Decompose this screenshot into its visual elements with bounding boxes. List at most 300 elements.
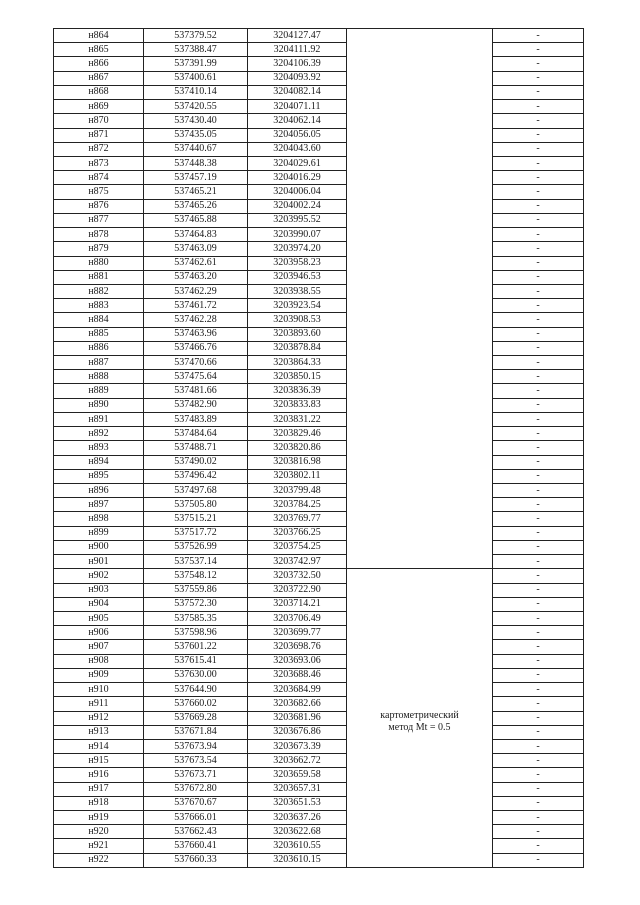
- table-row: [54, 654, 584, 668]
- coordinate-x: 537497.68: [144, 484, 248, 498]
- coordinate-y: 3204016.29: [248, 171, 347, 185]
- accuracy-dash: -: [493, 85, 584, 99]
- point-name: н897: [54, 498, 144, 512]
- point-name: н910: [54, 683, 144, 697]
- coordinate-y: 3204082.14: [248, 85, 347, 99]
- coordinate-x: 537673.54: [144, 754, 248, 768]
- coordinate-x: 537598.96: [144, 626, 248, 640]
- point-name: н884: [54, 313, 144, 327]
- point-name: н879: [54, 242, 144, 256]
- accuracy-dash: -: [493, 242, 584, 256]
- accuracy-dash: -: [493, 611, 584, 625]
- table-row: [54, 754, 584, 768]
- coordinate-y: 3203699.77: [248, 626, 347, 640]
- coordinate-x: 537601.22: [144, 640, 248, 654]
- point-name: н877: [54, 213, 144, 227]
- coordinate-x: 537662.43: [144, 825, 248, 839]
- coordinate-y: 3204006.04: [248, 185, 347, 199]
- coordinate-y: 3203850.15: [248, 370, 347, 384]
- coordinate-x: 537660.33: [144, 853, 248, 867]
- coordinate-y: 3204002.24: [248, 199, 347, 213]
- table-row: [54, 853, 584, 867]
- point-name: н913: [54, 725, 144, 739]
- coordinate-y: 3203742.97: [248, 555, 347, 569]
- table-row: [54, 469, 584, 483]
- accuracy-dash: -: [493, 697, 584, 711]
- coordinate-x: 537470.66: [144, 356, 248, 370]
- table-row: [54, 156, 584, 170]
- point-name: н895: [54, 469, 144, 483]
- accuracy-dash: -: [493, 256, 584, 270]
- coordinate-y: 3203714.21: [248, 597, 347, 611]
- table-row: [54, 171, 584, 185]
- accuracy-dash: -: [493, 199, 584, 213]
- coordinate-y: 3204062.14: [248, 114, 347, 128]
- point-name: н903: [54, 583, 144, 597]
- coordinate-x: 537673.94: [144, 739, 248, 753]
- coordinates-table: [53, 28, 584, 868]
- coordinate-y: 3204071.11: [248, 100, 347, 114]
- point-name: н898: [54, 512, 144, 526]
- accuracy-dash: -: [493, 683, 584, 697]
- coordinate-x: 537672.80: [144, 782, 248, 796]
- accuracy-dash: -: [493, 583, 584, 597]
- point-name: н882: [54, 284, 144, 298]
- coordinate-x: 537466.76: [144, 341, 248, 355]
- table-row: [54, 29, 584, 43]
- coordinate-y: 3203706.49: [248, 611, 347, 625]
- accuracy-dash: -: [493, 114, 584, 128]
- point-name: н906: [54, 626, 144, 640]
- coordinate-y: 3203820.86: [248, 441, 347, 455]
- accuracy-dash: -: [493, 640, 584, 654]
- table-row: [54, 356, 584, 370]
- coordinate-y: 3203766.25: [248, 526, 347, 540]
- coordinate-y: 3203610.15: [248, 853, 347, 867]
- coordinate-x: 537670.67: [144, 796, 248, 810]
- accuracy-dash: -: [493, 654, 584, 668]
- coordinate-y: 3203893.60: [248, 327, 347, 341]
- point-name: н892: [54, 427, 144, 441]
- coordinate-y: 3203688.46: [248, 668, 347, 682]
- coordinate-y: 3203682.66: [248, 697, 347, 711]
- accuracy-dash: -: [493, 384, 584, 398]
- accuracy-dash: -: [493, 43, 584, 57]
- table-row: [54, 683, 584, 697]
- method-line-1: картометрический: [380, 710, 459, 722]
- point-name: н880: [54, 256, 144, 270]
- point-name: н916: [54, 768, 144, 782]
- accuracy-dash: -: [493, 412, 584, 426]
- coordinate-y: 3203995.52: [248, 213, 347, 227]
- point-name: н905: [54, 611, 144, 625]
- table-row: [54, 427, 584, 441]
- accuracy-dash: -: [493, 128, 584, 142]
- table-row: [54, 626, 584, 640]
- table-row: [54, 484, 584, 498]
- point-name: н872: [54, 142, 144, 156]
- accuracy-dash: -: [493, 768, 584, 782]
- accuracy-dash: -: [493, 498, 584, 512]
- point-name: н888: [54, 370, 144, 384]
- coordinate-x: 537644.90: [144, 683, 248, 697]
- coordinate-y: 3204093.92: [248, 71, 347, 85]
- table-row: [54, 711, 584, 725]
- coordinate-x: 537463.09: [144, 242, 248, 256]
- table-row: [54, 142, 584, 156]
- coordinate-x: 537615.41: [144, 654, 248, 668]
- accuracy-dash: -: [493, 327, 584, 341]
- accuracy-dash: -: [493, 370, 584, 384]
- point-name: н871: [54, 128, 144, 142]
- coordinate-x: 537505.80: [144, 498, 248, 512]
- coordinate-y: 3203681.96: [248, 711, 347, 725]
- accuracy-dash: -: [493, 555, 584, 569]
- point-name: н920: [54, 825, 144, 839]
- coordinate-x: 537526.99: [144, 540, 248, 554]
- coordinate-y: 3203659.58: [248, 768, 347, 782]
- coordinate-y: 3203662.72: [248, 754, 347, 768]
- coordinate-y: 3203816.98: [248, 455, 347, 469]
- table-row: [54, 526, 584, 540]
- table-row: [54, 71, 584, 85]
- table-row: [54, 57, 584, 71]
- method-cell: [347, 569, 493, 868]
- coordinate-x: 537660.41: [144, 839, 248, 853]
- coordinate-y: 3203673.39: [248, 739, 347, 753]
- table-row: [54, 441, 584, 455]
- point-name: н915: [54, 754, 144, 768]
- table-row: [54, 128, 584, 142]
- coordinate-x: 537430.40: [144, 114, 248, 128]
- accuracy-dash: -: [493, 569, 584, 583]
- table-row: [54, 85, 584, 99]
- point-name: н873: [54, 156, 144, 170]
- accuracy-dash: -: [493, 57, 584, 71]
- coordinate-y: 3203769.77: [248, 512, 347, 526]
- point-name: н886: [54, 341, 144, 355]
- coordinate-x: 537481.66: [144, 384, 248, 398]
- accuracy-dash: -: [493, 284, 584, 298]
- coordinate-x: 537435.05: [144, 128, 248, 142]
- coordinate-y: 3203637.26: [248, 811, 347, 825]
- coordinate-x: 537660.02: [144, 697, 248, 711]
- table-row: [54, 412, 584, 426]
- accuracy-dash: -: [493, 270, 584, 284]
- table-row: [54, 739, 584, 753]
- coordinate-x: 537440.67: [144, 142, 248, 156]
- coordinate-x: 537673.71: [144, 768, 248, 782]
- table-row: [54, 583, 584, 597]
- accuracy-dash: -: [493, 853, 584, 867]
- accuracy-dash: -: [493, 711, 584, 725]
- accuracy-dash: -: [493, 71, 584, 85]
- table-row: [54, 100, 584, 114]
- point-name: н870: [54, 114, 144, 128]
- table-row: [54, 825, 584, 839]
- point-name: н896: [54, 484, 144, 498]
- coordinate-x: 537465.26: [144, 199, 248, 213]
- coordinate-y: 3203878.84: [248, 341, 347, 355]
- coordinate-y: 3203958.23: [248, 256, 347, 270]
- table-row: [54, 668, 584, 682]
- coordinate-x: 537517.72: [144, 526, 248, 540]
- table-row: [54, 640, 584, 654]
- coordinate-y: 3203990.07: [248, 228, 347, 242]
- accuracy-dash: -: [493, 313, 584, 327]
- table-row: [54, 398, 584, 412]
- point-name: н874: [54, 171, 144, 185]
- point-name: н894: [54, 455, 144, 469]
- point-name: н878: [54, 228, 144, 242]
- point-name: н890: [54, 398, 144, 412]
- point-name: н891: [54, 412, 144, 426]
- point-name: н902: [54, 569, 144, 583]
- table-row: [54, 811, 584, 825]
- table-row: [54, 455, 584, 469]
- coordinate-y: 3203698.76: [248, 640, 347, 654]
- point-name: н893: [54, 441, 144, 455]
- point-name: н912: [54, 711, 144, 725]
- coordinate-x: 537483.89: [144, 412, 248, 426]
- table-row: [54, 370, 584, 384]
- coordinate-x: 537515.21: [144, 512, 248, 526]
- accuracy-dash: -: [493, 171, 584, 185]
- coordinate-y: 3204029.61: [248, 156, 347, 170]
- point-name: н917: [54, 782, 144, 796]
- point-name: н919: [54, 811, 144, 825]
- table-row: [54, 512, 584, 526]
- coordinate-x: 537548.12: [144, 569, 248, 583]
- coordinate-x: 537630.00: [144, 668, 248, 682]
- accuracy-dash: -: [493, 626, 584, 640]
- accuracy-dash: -: [493, 526, 584, 540]
- table-row: [54, 697, 584, 711]
- accuracy-dash: -: [493, 228, 584, 242]
- point-name: н921: [54, 839, 144, 853]
- table-row: [54, 213, 584, 227]
- table-row: [54, 228, 584, 242]
- point-name: н900: [54, 540, 144, 554]
- method-cell-empty: [347, 29, 493, 569]
- coordinate-y: 3203784.25: [248, 498, 347, 512]
- point-name: н914: [54, 739, 144, 753]
- coordinate-x: 537490.02: [144, 455, 248, 469]
- coordinate-y: 3203693.06: [248, 654, 347, 668]
- point-name: н868: [54, 85, 144, 99]
- coordinate-y: 3203622.68: [248, 825, 347, 839]
- coordinate-x: 537585.35: [144, 611, 248, 625]
- table-row: [54, 114, 584, 128]
- point-name: н911: [54, 697, 144, 711]
- table-row: [54, 341, 584, 355]
- point-name: н889: [54, 384, 144, 398]
- coordinate-x: 537572.30: [144, 597, 248, 611]
- table-row: [54, 768, 584, 782]
- point-name: н881: [54, 270, 144, 284]
- coordinate-y: 3203864.33: [248, 356, 347, 370]
- coordinate-y: 3204056.05: [248, 128, 347, 142]
- point-name: н867: [54, 71, 144, 85]
- coordinate-y: 3203799.48: [248, 484, 347, 498]
- coordinate-y: 3204043.60: [248, 142, 347, 156]
- point-name: н907: [54, 640, 144, 654]
- accuracy-dash: -: [493, 754, 584, 768]
- table-row: [54, 256, 584, 270]
- table-row: [54, 185, 584, 199]
- table-row: [54, 611, 584, 625]
- coordinate-y: 3203610.55: [248, 839, 347, 853]
- table-row: [54, 313, 584, 327]
- coordinate-x: 537671.84: [144, 725, 248, 739]
- coordinate-x: 537669.28: [144, 711, 248, 725]
- coordinate-y: 3203923.54: [248, 299, 347, 313]
- accuracy-dash: -: [493, 512, 584, 526]
- table-row: [54, 199, 584, 213]
- coordinate-y: 3203908.53: [248, 313, 347, 327]
- coordinate-x: 537482.90: [144, 398, 248, 412]
- accuracy-dash: -: [493, 484, 584, 498]
- coordinate-y: 3203938.55: [248, 284, 347, 298]
- coordinate-x: 537410.14: [144, 85, 248, 99]
- accuracy-dash: -: [493, 668, 584, 682]
- point-name: н883: [54, 299, 144, 313]
- coordinate-x: 537465.21: [144, 185, 248, 199]
- coordinate-x: 537448.38: [144, 156, 248, 170]
- coordinate-x: 537464.83: [144, 228, 248, 242]
- coordinate-x: 537462.61: [144, 256, 248, 270]
- point-name: н875: [54, 185, 144, 199]
- coordinate-x: 537463.96: [144, 327, 248, 341]
- accuracy-dash: -: [493, 455, 584, 469]
- point-name: н876: [54, 199, 144, 213]
- coordinate-x: 537462.29: [144, 284, 248, 298]
- accuracy-dash: -: [493, 811, 584, 825]
- accuracy-dash: -: [493, 739, 584, 753]
- table-row: [54, 597, 584, 611]
- coordinate-y: 3203732.50: [248, 569, 347, 583]
- point-name: н866: [54, 57, 144, 71]
- coordinate-y: 3203657.31: [248, 782, 347, 796]
- table-row: [54, 327, 584, 341]
- point-name: н904: [54, 597, 144, 611]
- accuracy-dash: -: [493, 398, 584, 412]
- accuracy-dash: -: [493, 597, 584, 611]
- coordinate-x: 537475.64: [144, 370, 248, 384]
- coordinate-y: 3203802.11: [248, 469, 347, 483]
- accuracy-dash: -: [493, 839, 584, 853]
- coordinate-x: 537465.88: [144, 213, 248, 227]
- table-row: [54, 299, 584, 313]
- table-row: [54, 270, 584, 284]
- coordinate-y: 3203833.83: [248, 398, 347, 412]
- point-name: н864: [54, 29, 144, 43]
- table-row: [54, 540, 584, 554]
- coordinate-x: 537400.61: [144, 71, 248, 85]
- coordinate-y: 3203829.46: [248, 427, 347, 441]
- coordinate-x: 537484.64: [144, 427, 248, 441]
- table-row: [54, 725, 584, 739]
- coordinate-x: 537462.28: [144, 313, 248, 327]
- table-row: [54, 43, 584, 57]
- accuracy-dash: -: [493, 213, 584, 227]
- point-name: н908: [54, 654, 144, 668]
- accuracy-dash: -: [493, 100, 584, 114]
- coordinate-y: 3203836.39: [248, 384, 347, 398]
- accuracy-dash: -: [493, 825, 584, 839]
- coordinate-y: 3203684.99: [248, 683, 347, 697]
- point-name: н865: [54, 43, 144, 57]
- point-name: н885: [54, 327, 144, 341]
- coordinate-x: 537496.42: [144, 469, 248, 483]
- accuracy-dash: -: [493, 142, 584, 156]
- accuracy-dash: -: [493, 796, 584, 810]
- coordinate-y: 3203651.53: [248, 796, 347, 810]
- accuracy-dash: -: [493, 782, 584, 796]
- table-row: [54, 242, 584, 256]
- point-name: н869: [54, 100, 144, 114]
- coordinate-x: 537391.99: [144, 57, 248, 71]
- coordinate-y: 3203974.20: [248, 242, 347, 256]
- accuracy-dash: -: [493, 356, 584, 370]
- method-line-2: метод Mt = 0.5: [388, 722, 451, 734]
- coordinate-x: 537537.14: [144, 555, 248, 569]
- coordinates-table-body: [54, 29, 584, 868]
- coordinate-y: 3203754.25: [248, 540, 347, 554]
- coordinate-x: 537461.72: [144, 299, 248, 313]
- accuracy-dash: -: [493, 427, 584, 441]
- coordinate-y: 3204106.39: [248, 57, 347, 71]
- coordinates-sheet: [53, 28, 579, 873]
- point-name: н918: [54, 796, 144, 810]
- coordinate-x: 537379.52: [144, 29, 248, 43]
- coordinate-x: 537559.86: [144, 583, 248, 597]
- point-name: н922: [54, 853, 144, 867]
- coordinate-y: 3203722.90: [248, 583, 347, 597]
- method-text: [380, 710, 458, 734]
- coordinate-y: 3204127.47: [248, 29, 347, 43]
- accuracy-dash: -: [493, 725, 584, 739]
- coordinate-x: 537463.20: [144, 270, 248, 284]
- accuracy-dash: -: [493, 185, 584, 199]
- coordinate-y: 3203676.86: [248, 725, 347, 739]
- coordinate-x: 537488.71: [144, 441, 248, 455]
- point-name: н909: [54, 668, 144, 682]
- coordinate-x: 537420.55: [144, 100, 248, 114]
- table-row: [54, 284, 584, 298]
- table-row: [54, 555, 584, 569]
- table-row: [54, 782, 584, 796]
- accuracy-dash: -: [493, 469, 584, 483]
- accuracy-dash: -: [493, 156, 584, 170]
- accuracy-dash: -: [493, 540, 584, 554]
- point-name: н887: [54, 356, 144, 370]
- point-name: н901: [54, 555, 144, 569]
- point-name: н899: [54, 526, 144, 540]
- coordinate-y: 3204111.92: [248, 43, 347, 57]
- accuracy-dash: -: [493, 341, 584, 355]
- accuracy-dash: -: [493, 29, 584, 43]
- table-row: [54, 839, 584, 853]
- accuracy-dash: -: [493, 299, 584, 313]
- accuracy-dash: -: [493, 441, 584, 455]
- coordinate-x: 537457.19: [144, 171, 248, 185]
- coordinate-x: 537388.47: [144, 43, 248, 57]
- coordinate-y: 3203946.53: [248, 270, 347, 284]
- coordinate-y: 3203831.22: [248, 412, 347, 426]
- table-row: [54, 796, 584, 810]
- table-row: [54, 384, 584, 398]
